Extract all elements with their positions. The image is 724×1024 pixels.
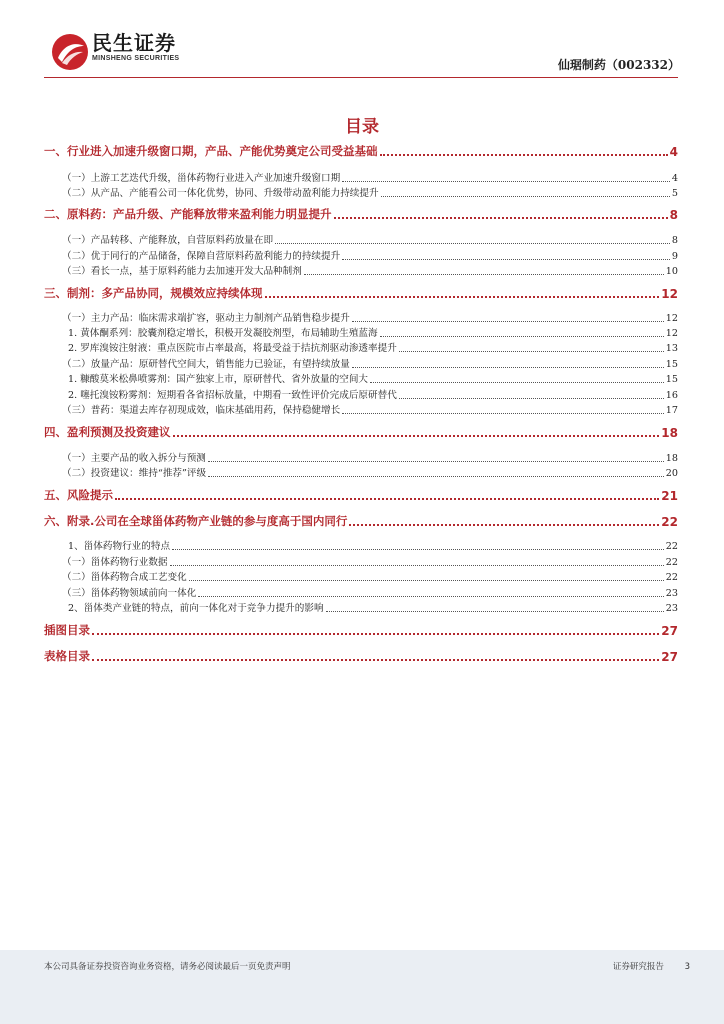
toc-leader-dots (349, 524, 659, 526)
toc-leader-dots (170, 565, 664, 566)
toc-leader-dots (208, 476, 664, 477)
toc-entry-page: 8 (671, 235, 678, 246)
toc-heading[interactable] (44, 424, 678, 440)
toc-entry-title: 四、盈利预测及投资建议 (44, 425, 171, 439)
toc-entry[interactable] (62, 570, 678, 583)
header-divider (44, 77, 678, 78)
toc-entry-page: 12 (661, 287, 678, 301)
toc-entry-title: 表格目录 (44, 649, 90, 663)
toc-leader-dots (352, 367, 664, 368)
toc-entry-title: 五、风险提示 (44, 488, 113, 502)
toc-entry-title: （一）主要产品的收入拆分与预测 (62, 453, 206, 464)
toc-entry-title: 一、行业进入加速升级窗口期，产品、产能优势奠定公司受益基础 (44, 144, 378, 158)
toc-entry-title: （三）看长一点，基于原料药能力去加速开发大品种制剂 (62, 266, 302, 277)
toc-entry-page: 4 (671, 173, 678, 184)
toc-entry-page: 23 (665, 588, 678, 599)
stock-title: 仙琚制药（002332） (557, 58, 680, 72)
toc-entry-title: 1. 黄体酮系列：胶囊剂稳定增长，积极开发凝胶剂型，布局辅助生殖蓝海 (68, 328, 378, 339)
toc-heading[interactable] (44, 143, 678, 159)
toc-leader-dots (198, 596, 663, 597)
toc-heading[interactable] (44, 622, 678, 638)
toc-entry-page: 10 (665, 266, 678, 277)
toc-entry-page: 18 (665, 453, 678, 464)
toc-entry[interactable] (62, 555, 678, 568)
toc-entry-page: 12 (665, 328, 678, 339)
toc-heading[interactable] (44, 206, 678, 222)
toc-entry[interactable] (62, 451, 678, 464)
toc-entry-page: 15 (665, 359, 678, 370)
toc-leader-dots (342, 181, 670, 182)
toc-leader-dots (399, 351, 664, 352)
toc-entry[interactable] (68, 539, 678, 552)
toc-leader-dots (92, 659, 659, 661)
toc-leader-dots (304, 274, 664, 275)
toc-entry[interactable] (62, 249, 678, 262)
toc-entry-title: （三）普药：渠道去库存初现成效，临床基础用药，保持稳健增长 (62, 405, 341, 416)
toc-entry[interactable] (62, 466, 678, 479)
minsheng-logo-icon (50, 32, 90, 72)
toc-entry[interactable] (68, 388, 678, 401)
toc-leader-dots (326, 611, 664, 612)
toc-entry-title: 六、附录.公司在全球甾体药物产业链的参与度高于国内同行 (44, 514, 348, 528)
toc-entry[interactable] (62, 311, 678, 324)
toc-entry-page: 22 (661, 515, 678, 529)
toc-leader-dots (380, 154, 668, 156)
toc-entry-page: 12 (665, 313, 678, 324)
toc-entry-title: （二）放量产品：原研替代空间大，销售能力已验证，有望持续放量 (62, 359, 350, 370)
toc-heading[interactable] (44, 487, 678, 503)
footer-right (595, 960, 690, 972)
toc-entry-page: 18 (661, 426, 678, 440)
toc-entry-page: 22 (665, 541, 678, 552)
toc-entry-title: （一）上游工艺迭代升级，甾体药物行业进入产业加速升级窗口期 (62, 173, 341, 184)
toc-entry[interactable] (62, 357, 678, 370)
toc-entry-page: 20 (665, 468, 678, 479)
toc-entry-page: 22 (665, 572, 678, 583)
toc-leader-dots (265, 296, 660, 298)
toc-entry-title: 二、原料药：产品升级、产能释放带来盈利能力明显提升 (44, 207, 332, 221)
toc-entry[interactable] (68, 341, 678, 354)
toc-entry-page: 15 (665, 374, 678, 385)
toc-entry-page: 17 (665, 405, 678, 416)
toc-leader-dots (381, 196, 670, 197)
report-type: 证券研究报告 (612, 962, 664, 972)
toc-entry[interactable] (62, 171, 678, 184)
toc-entry-title: （三）甾体药物领域前向一体化 (62, 588, 197, 599)
toc-leader-dots (352, 321, 664, 322)
toc-entry-page: 23 (665, 603, 678, 614)
toc-leader-dots (189, 580, 664, 581)
toc-leader-dots (115, 498, 659, 500)
toc-leader-dots (334, 217, 668, 219)
toc-leader-dots (342, 413, 664, 414)
toc-entry[interactable] (68, 372, 678, 385)
toc-entry-page: 16 (665, 390, 678, 401)
toc-entry-page: 8 (669, 208, 678, 222)
toc-entry-title: 2. 罗库溴铵注射液：重点医院市占率最高，将最受益于拮抗剂驱动渗透率提升 (68, 343, 397, 354)
toc-leader-dots (173, 435, 660, 437)
toc-entry-page: 4 (669, 145, 678, 159)
toc-entry-page: 27 (661, 650, 678, 664)
toc-leader-dots (342, 259, 670, 260)
toc-leader-dots (172, 549, 664, 550)
toc-entry-title: 1. 糠酸莫米松鼻喷雾剂：国产独家上市，原研替代、省外放量的空间大 (68, 374, 369, 385)
toc-entry-title: 2、甾体类产业链的特点，前向一体化对于竞争力提升的影响 (68, 603, 324, 614)
toc-entry[interactable] (62, 233, 678, 246)
toc-entry-title: （一）甾体药物行业数据 (62, 557, 168, 568)
footer-disclaimer: 本公司具备证券投资咨询业务资格，请务必阅读最后一页免责声明 (44, 962, 291, 972)
brand-name-cn: 民生证券 (92, 31, 176, 55)
toc-entry-title: 三、制剂：多产品协同，规模效应持续体现 (44, 286, 263, 300)
toc-entry-page: 22 (665, 557, 678, 568)
toc-entry-title: 1、甾体药物行业的特点 (68, 541, 171, 552)
toc-title: 目录 (345, 117, 379, 137)
toc-entry[interactable] (62, 186, 678, 199)
toc-entry-title: （二）优于同行的产品储备，保障自营原料药盈利能力的持续提升 (62, 251, 341, 262)
toc-heading[interactable] (44, 513, 678, 529)
toc-entry-title: （一）产品转移、产能释放，自营原料药放量在即 (62, 235, 274, 246)
toc-entry-title: 2. 噻托溴铵粉雾剂：短期看各省招标放量，中期看一致性评价完成后原研替代 (68, 390, 397, 401)
page-header (0, 0, 724, 80)
toc-entry-title: （二）甾体药物合成工艺变化 (62, 572, 187, 583)
toc-entry[interactable] (62, 403, 678, 416)
page-number: 3 (684, 962, 690, 972)
toc-entry-page: 13 (665, 343, 678, 354)
toc-entry[interactable] (62, 586, 678, 599)
toc-heading[interactable] (44, 285, 678, 301)
toc-entry[interactable] (68, 601, 678, 614)
toc-entry-title: （二）从产品、产能看公司一体化优势，协同、升级带动盈利能力持续提升 (62, 188, 379, 199)
toc-leader-dots (92, 633, 659, 635)
toc-entry-page: 9 (671, 251, 678, 262)
brand-name-en: MINSHENG SECURITIES (92, 55, 180, 62)
toc-entry[interactable] (68, 326, 678, 339)
toc-entry-title: （二）投资建议：维持“推荐”评级 (62, 468, 207, 479)
toc-entry-page: 21 (661, 489, 678, 503)
toc-leader-dots (380, 336, 664, 337)
toc-entry-title: 插图目录 (44, 623, 90, 637)
toc-entry-page: 27 (661, 624, 678, 638)
toc-leader-dots (208, 461, 664, 462)
toc-entry[interactable] (62, 264, 678, 277)
brand (92, 32, 179, 63)
toc-leader-dots (370, 382, 664, 383)
toc-heading[interactable] (44, 648, 678, 664)
toc-entry-title: （一）主力产品：临床需求端扩容，驱动主力制剂产品销售稳步提升 (62, 313, 350, 324)
toc-leader-dots (399, 398, 664, 399)
toc-entry-page: 5 (671, 188, 678, 199)
toc-leader-dots (275, 243, 670, 244)
